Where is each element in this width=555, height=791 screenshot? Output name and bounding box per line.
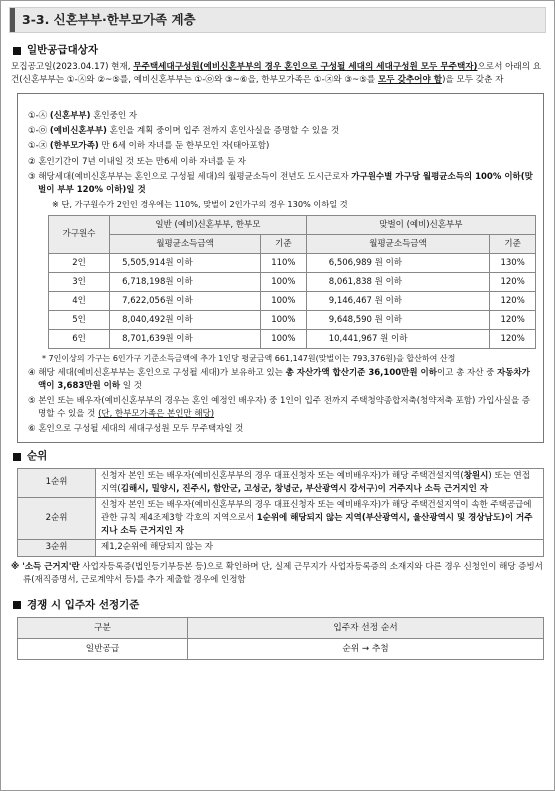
col-std-dual: 기준 bbox=[490, 234, 536, 253]
rank-3-label: 3순위 bbox=[18, 540, 96, 556]
table-row: 3인 6,718,198원 이하 100% 8,061,838 원 이하 120% bbox=[49, 272, 536, 291]
square-bullet-icon bbox=[13, 453, 21, 461]
req-2: ② 혼인기간이 7년 이내일 것 또는 만6세 이하 자녀를 둔 자 bbox=[28, 156, 246, 167]
table-row bbox=[18, 468, 544, 497]
table-row bbox=[18, 540, 544, 556]
general-heading: 일반공급대상자 bbox=[13, 43, 546, 58]
table-row: 일반공급 순위 → 추첨 bbox=[18, 639, 544, 660]
req-3: ③ 해당세대(예비신혼부부는 혼인으로 구성될 세대)의 월평균소득이 전년도 도시근로자 가구원수별 가구당 월평균소득의 100% 이하(맞벌이 부부 120% 이하)일 것 bbox=[28, 171, 533, 195]
col-single: 일반 (예비)신혼부부, 한부모 bbox=[110, 215, 307, 234]
req-6: ⑥ 혼인으로 구성될 세대의 세대구성원 모두 무주택자일 것 bbox=[28, 424, 244, 435]
rank-table bbox=[17, 468, 544, 557]
rank-2-label: 2순위 bbox=[18, 497, 96, 540]
req-4: ④ 해당 세대(예비신혼부부는 혼인으로 구성될 세대)가 보유하고 있는 총 자산가액 합산기준 36,100만원 이하이고 총 자산 중 자동차가액이 3,683만원 이하 일 것 bbox=[28, 367, 530, 391]
table-row: 2인 5,505,914원 이하 110% 6,506,989 원 이하 130% bbox=[49, 253, 536, 272]
income-table bbox=[48, 215, 536, 349]
col-std-single: 기준 bbox=[261, 234, 307, 253]
rank-2-desc: 신청자 본인 또는 배우자(예비신혼부부의 경우 대표신청자 또는 예비배우자)가 해당 주택건설지역이 속한 주택공급에 관한 규칙 제4조제3항 각호의 지역으로서 1순위에 해당되지 않는 지역(부산광역시, 울산광역시 및 경상남도)이 거주지나 소득 근거지인 자 bbox=[96, 497, 544, 540]
req-1b: ①-㉧ (예비신혼부부) 혼인을 계획 중이며 입주 전까지 혼인사실을 증명할 수 있을 것 bbox=[28, 126, 340, 137]
square-bullet-icon bbox=[13, 601, 21, 609]
req-1a: ①-㉦ (신혼부부) 혼인중인 자 bbox=[28, 111, 137, 121]
col-order: 입주자 선정 순서 bbox=[188, 618, 544, 639]
rank-3-desc: 제1,2순위에 해당되지 않는 자 bbox=[96, 540, 544, 556]
rank-heading: 순위 bbox=[13, 449, 546, 464]
col-members: 가구원수 bbox=[49, 215, 110, 253]
req-3-note: ※ 단, 가구원수가 2인인 경우에는 110%, 맞벌이 2인가구의 경우 130% 이하일 것 bbox=[52, 199, 348, 210]
table-row: 4인 7,622,056원 이하 100% 9,146,467 원 이하 120% bbox=[49, 291, 536, 310]
col-income-single: 월평균소득금액 bbox=[110, 234, 261, 253]
income-base-note: ※ '소득 근거지'란 사업자등록증(법인등기부등본 등)으로 확인하며 단, 실제 근무지가 사업자등록증의 소재지와 다른 경우 신청인이 해당 증빙서류(재직증명서, 근로계약서 등)를 추가 제출할 경우에 인정함 bbox=[11, 561, 543, 586]
square-bullet-icon bbox=[13, 47, 21, 55]
rank-1-label: 1순위 bbox=[18, 468, 96, 497]
section-title: 3-3. 신혼부부·한부모가족 계층 bbox=[9, 7, 546, 33]
income-note: * 7인이상의 가구는 6인가구 기준소득금액에 추가 1인당 평균금액 661,147원(맞벌이는 793,376원)을 합산하여 산정 bbox=[42, 353, 456, 363]
requirements-box bbox=[17, 93, 544, 443]
table-row: 5인 8,040,492원 이하 100% 9,648,590 원 이하 120% bbox=[49, 310, 536, 329]
selection-table bbox=[17, 617, 544, 660]
col-income-dual: 월평균소득금액 bbox=[306, 234, 490, 253]
selection-heading: 경쟁 시 입주자 선정기준 bbox=[13, 598, 546, 613]
req-1c: ①-㉨ (한부모가족) 만 6세 이하 자녀를 둔 한부모인 자(태아포함) bbox=[28, 141, 270, 152]
rank-1-desc: 신청자 본인 또는 배우자(예비신혼부부의 경우 대표신청자 또는 예비배우자)가 해당 주택건설지역(창원시) 또는 연접지역(김해시, 밀양시, 진주시, 함안군, 고성군, 창녕군, 부산광역시 강서구)이 거주지나 소득 근거지인 자 bbox=[96, 468, 544, 497]
table-row bbox=[18, 497, 544, 540]
col-type: 구분 bbox=[18, 618, 188, 639]
req-5: ⑤ 본인 또는 배우자(예비신혼부부의 경우는 혼인 예정인 배우자) 중 1인이 입주 전까지 주택청약종합저축(청약저축 포함) 가입사실을 증명할 수 있을 것 (단, 한부모가족은 본인만 해당) bbox=[28, 395, 531, 420]
col-dual: 맞벌이 (예비)신혼부부 bbox=[306, 215, 535, 234]
table-row: 6인 8,701,639원 이하 100% 10,441,967 원 이하 120% bbox=[49, 329, 536, 348]
general-intro: 모집공고일(2023.04.17) 현재, 무주택세대구성원(예비신혼부부의 경우 혼인으로 구성될 세대의 세대구성원 모두 무주택자)으로서 아래의 요건(신혼부부는 ①-㉦와 ②~⑤를, 예비신혼부부는 ①-㉧와 ③~⑥을, 한부모가족은 ①-㉨와 ③~⑤를 모두 갖추어야 함)을 모두 갖춘 자 bbox=[11, 62, 542, 86]
